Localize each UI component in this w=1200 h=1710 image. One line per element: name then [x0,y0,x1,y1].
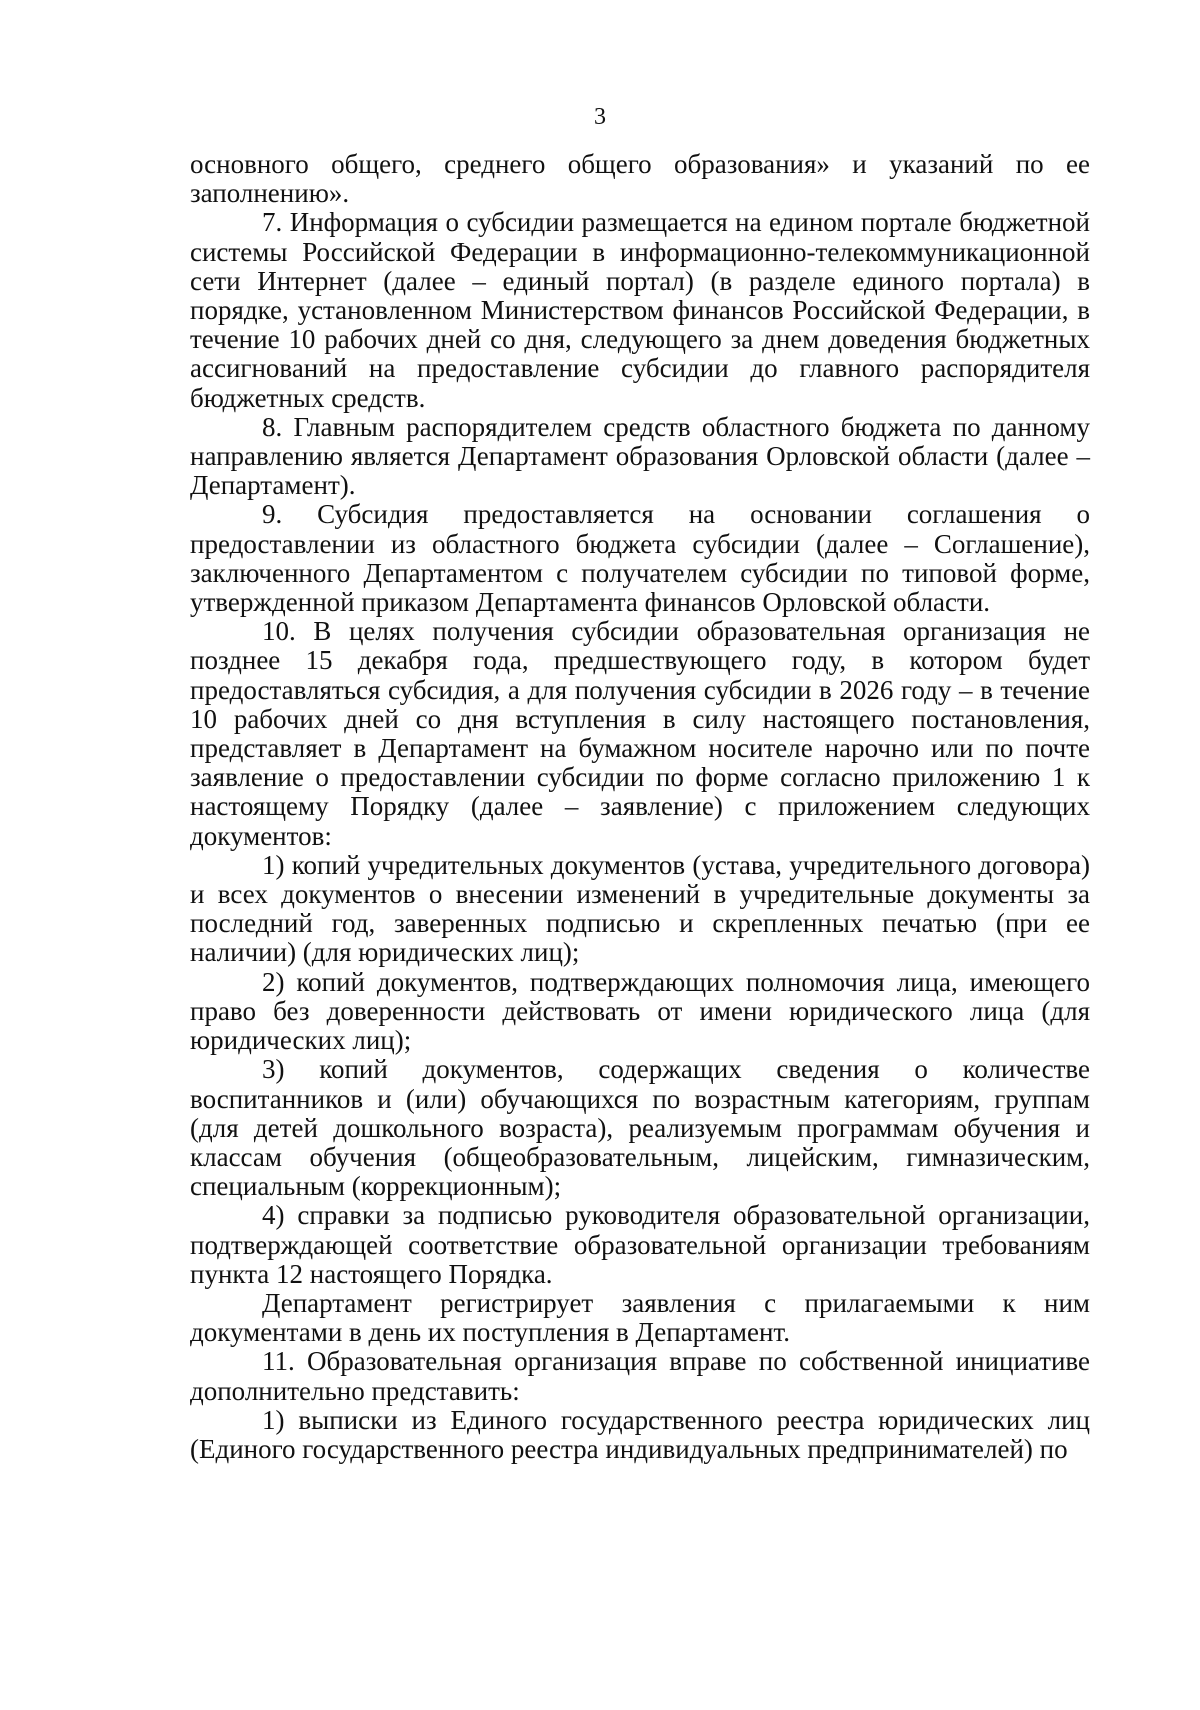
page-number: 3 [594,104,606,130]
paragraph-registration: Департамент регистрирует заявления с прилагаемыми к ним документами в день их поступления в Департамент. [190,1287,1090,1348]
paragraph-continuation: основного общего, среднего общего образования» и указаний по ее заполнению». [190,149,1090,209]
subitem-11-1: 1) выписки из Единого государственного реестра юридических лиц (Единого государственного реестра индивидуальных предпринимателей) по [190,1404,1090,1464]
paragraph-item-10: 10. В целях получения субсидии образовательная организация не позднее 15 декабря года, предшествующего году, в котором будет предоставляться субсидия, а для получения субсидии в 2026 году – в течение 10 рабочих дней со дня вступления в силу настоящего постановления, представляет в Департамент на бумажном носителе нарочно или по почте заявление о предоставлении субсидии по форме согласно приложению 1 к настоящему Порядку (далее – заявление) с приложением следующих документов: [190,616,1090,851]
paragraph-item-11: 11. Образовательная организация вправе по собственной инициативе дополнительно представить: [190,1346,1090,1406]
document-body [190,150,1090,1464]
paragraph-item-7: 7. Информация о субсидии размещается на едином портале бюджетной системы Российской Федерации в информационно-телекоммуникационной сети Интернет (далее – единый портал) (в разделе единого портала) в порядке, установленном Министерством финансов Российской Федерации, в течение 10 рабочих дней со дня, следующего за днем доведения бюджетных ассигнований на предоставление субсидии до главного распорядителя бюджетных средств. [190,207,1090,413]
paragraph-item-8: 8. Главным распорядителем средств областного бюджета по данному направлению является Департамент образования Орловской области (далее – Департамент). [190,411,1090,501]
subitem-10-2: 2) копий документов, подтверждающих полномочия лица, имеющего право без доверенности действовать от имени юридического лица (для юридических лиц); [190,966,1090,1056]
subitem-10-3: 3) копий документов, содержащих сведения о количестве воспитанников и (или) обучающихся по возрастным категориям, группам (для детей дошкольного возраста), реализуемым программам обучения и классам обучения (общеобразовательным, лицейским, гимназическим, специальным (коррекционным); [190,1054,1090,1202]
paragraph-item-9: 9. Субсидия предоставляется на основании соглашения о предоставлении из областного бюджета субсидии (далее – Соглашение), заключенного Департаментом с получателем субсидии по типовой форме, утвержденной приказом Департамента финансов Орловской области. [190,499,1090,618]
subitem-10-4: 4) справки за подписью руководителя образовательной организации, подтверждающей соответствие образовательной организации требованиям пункта 12 настоящего Порядка. [190,1200,1090,1289]
subitem-10-1: 1) копий учредительных документов (устава, учредительного договора) и всех документов о внесении изменений в учредительные документы за последний год, заверенных подписью и скрепленных печатью (при ее наличии) (для юридических лиц); [190,849,1090,968]
